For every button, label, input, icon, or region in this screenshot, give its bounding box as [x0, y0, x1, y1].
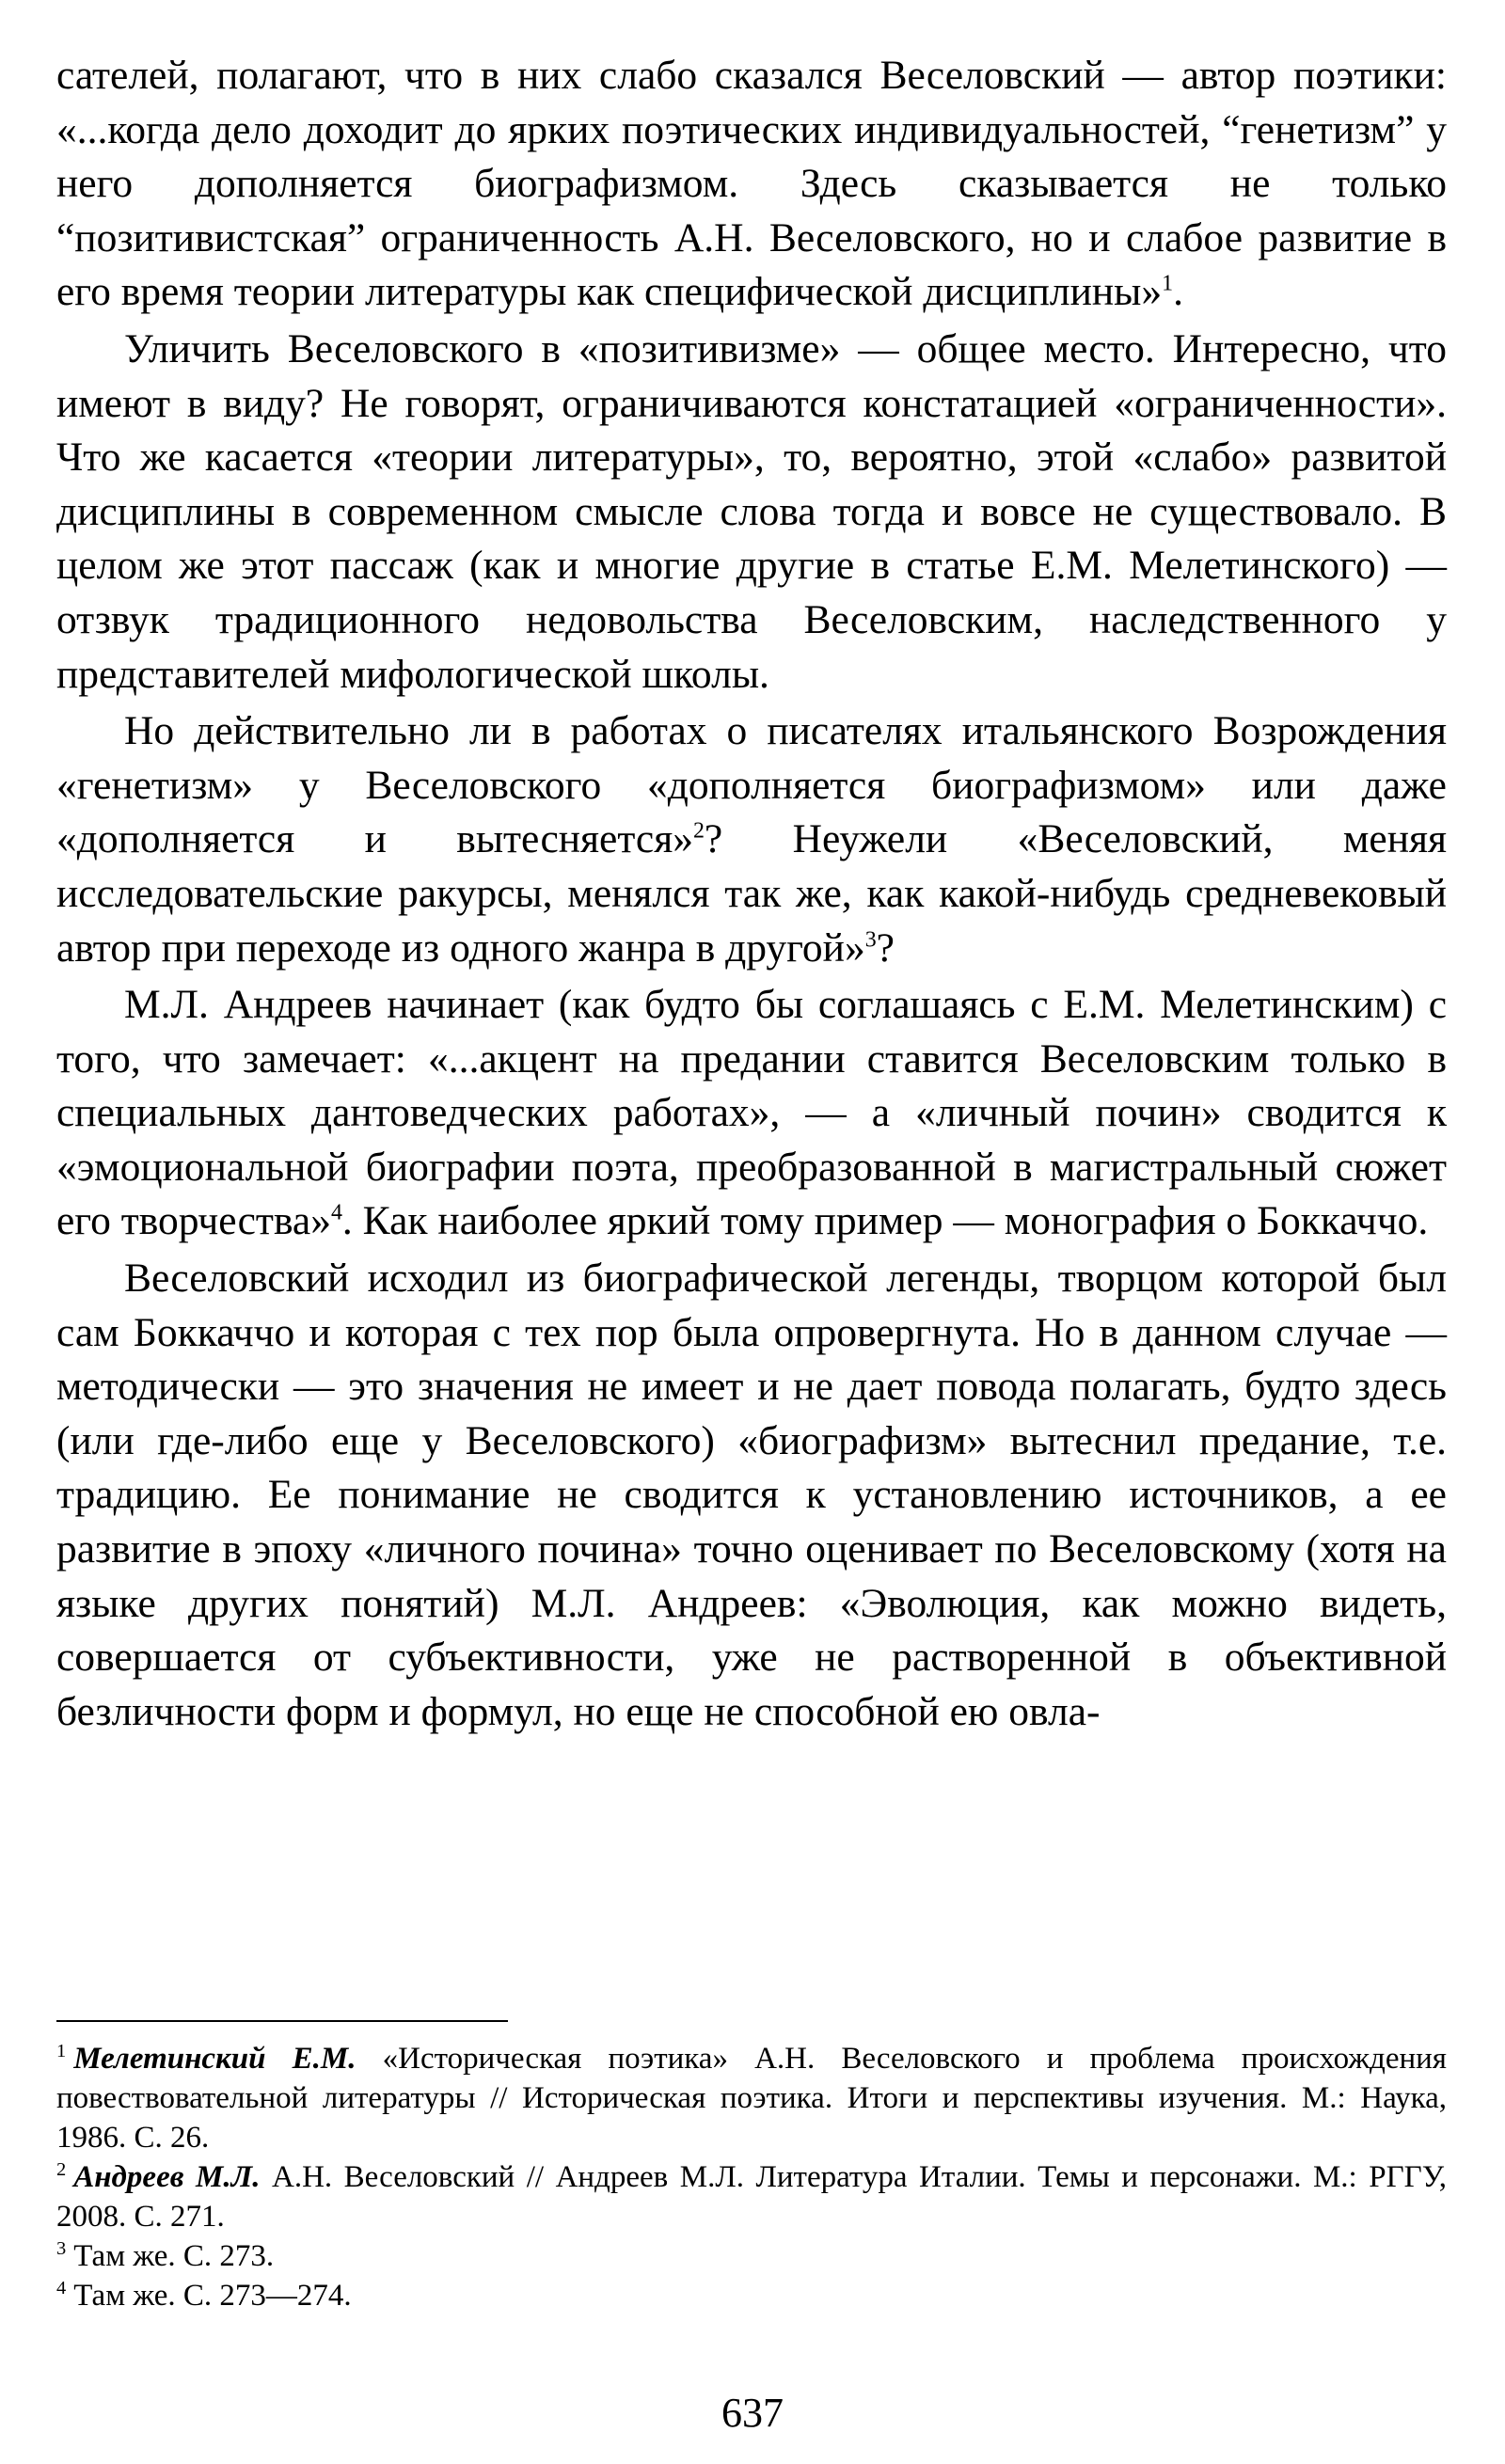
- paragraph-text: М.Л. Андреев начинает (как будто бы соглашаясь с Е.М. Мелетинским) с того, что замечает: «...акцент на предании ставится Веселовским только в специальных дантоведческих работах», — а «личный почин» сводится к «эмоциональной биографии поэта, преобразованной в магистральный сюжет его творчества»: [56, 982, 1447, 1244]
- paragraph-text: Но действительно ли в работах о писателях итальянского Возрождения «генетизм» у Веселовского «дополняется биографизмом» или даже «дополняется и вытесняется»: [56, 708, 1447, 862]
- footnote-number: 4: [56, 2278, 67, 2298]
- footnote-text: «Историческая поэтика» А.Н. Веселовского и проблема происхождения повествовательной литературы // Историческая поэтика. Итоги и перспективы изучения. М.: Наука, 1986. С. 26.: [56, 2042, 1447, 2155]
- footnote-separator: [56, 2020, 508, 2022]
- footnote-ref[interactable]: 4: [330, 1200, 342, 1225]
- paragraph-text-tail: ? Неужели «Веселовский, меняя исследовательские ракурсы, менялся так же, как какой-нибудь средневековый автор при переходе из одного жанра в другой»: [56, 816, 1448, 971]
- paragraph-text: Веселовский исходил из биографической легенды, творцом которой был сам Боккаччо и которая с тех пор была опровергнута. Но в данном случае — методически — это значения не имеет и не дает повода полагать, будто здесь (или где-либо еще у Веселовского) «биографизм» вытеснил предание, т.е. традицию. Ее понимание не сводится к установлению источников, а ее развитие в эпоху «личного почина» точно оценивает по Веселовскому (хотя на языке других понятий) М.Л. Андреев: «Эволюция, как можно видеть, совершается от субъективности, уже не растворенной в объективной безличности форм и формул, но еще не способной ею овла-: [56, 1256, 1447, 1734]
- footnote: [56, 2236, 1447, 2276]
- footnote-text: Там же. С. 273.: [73, 2239, 275, 2273]
- paragraph-text-tail: .: [1173, 269, 1183, 315]
- footnote: [56, 2039, 1447, 2157]
- paragraph: [56, 323, 1447, 702]
- main-text: [56, 49, 1447, 1739]
- footnote: [56, 2157, 1447, 2236]
- footnote-author: Андреев М.Л.: [73, 2160, 261, 2194]
- footnote-number: 1: [56, 2041, 67, 2061]
- page-number: 637: [721, 2390, 784, 2436]
- paragraph: [56, 49, 1447, 320]
- paragraph: [56, 704, 1447, 975]
- paragraph: [56, 978, 1447, 1249]
- paragraph-text-tail: . Как наиболее яркий тому пример — монография о Боккаччо.: [341, 1198, 1429, 1244]
- paragraph-text-tail: ?: [876, 924, 895, 971]
- footnote-text: Там же. С. 273—274.: [73, 2279, 352, 2313]
- paragraph-text: сателей, полагают, что в них слабо сказался Веселовский — автор поэтики: «...когда дело доходит до ярких поэтических индивидуальностей, “генетизм” у него дополняется биографизмом. Здесь сказывается не только “позитивистская” ограниченность А.Н. Веселовского, но и слабое развитие в его время теории литературы как специфической дисциплины»: [56, 53, 1447, 315]
- footnote-text: А.Н. Веселовский // Андреев М.Л. Литература Италии. Темы и персонажи. М.: РГГУ, 2008. С. 271.: [56, 2160, 1447, 2234]
- footnote: [56, 2276, 1447, 2315]
- footnote-number: 2: [56, 2159, 67, 2180]
- footnote-ref[interactable]: 1: [1162, 271, 1174, 296]
- footnote-number: 3: [56, 2238, 67, 2259]
- footnotes: [56, 2020, 1447, 2315]
- footnote-ref[interactable]: 3: [864, 927, 877, 952]
- footnote-author: Мелетинский Е.М.: [73, 2042, 356, 2076]
- paragraph-text: Уличить Веселовского в «позитивизме» — общее место. Интересно, что имеют в виду? Не говорят, ограничиваются констатацией «ограниченности». Что же касается «теории литературы», то, вероятно, этой «слабо» развитой дисциплины в современном смысле слова тогда и вовсе не существовало. В целом же этот пассаж (как и многие другие в статье Е.М. Мелетинского) — отзвук традиционного недовольства Веселовским, наследственного у представителей мифологической школы.: [56, 325, 1447, 697]
- paragraph: [56, 1252, 1447, 1739]
- footnote-ref[interactable]: 2: [692, 818, 705, 844]
